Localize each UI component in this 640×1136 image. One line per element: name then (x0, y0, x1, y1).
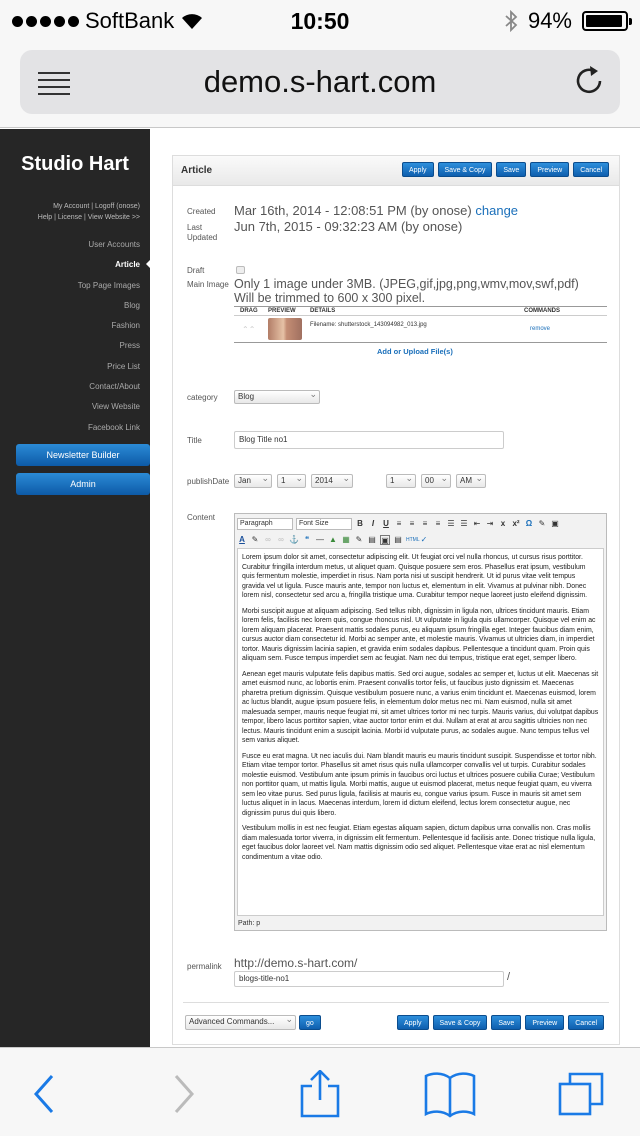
italic-icon[interactable]: I (371, 518, 375, 528)
change-link[interactable]: change (475, 203, 519, 218)
reload-icon[interactable] (572, 64, 606, 98)
publish-minute-select[interactable]: 00 ⌄ (421, 474, 451, 488)
tabs-icon[interactable] (556, 1070, 608, 1118)
sidebar (0, 129, 150, 1047)
category-label: category (187, 393, 218, 402)
save-button-bottom[interactable]: Save (491, 1015, 521, 1030)
newsletter-builder-button[interactable]: Newsletter Builder (16, 444, 150, 466)
battery-percent: 94% (527, 8, 572, 33)
image-icon[interactable]: ▲ (329, 534, 337, 544)
category-select[interactable]: Blog ⌄ (234, 390, 320, 404)
editor-paragraph[interactable]: Lorem ipsum dolor sit amet, consectetur adipiscing elit. Ut feugiat orci vel nulla rhoncus, ut cursus risus porttitor. Curabitur fringilla interdum metus, ut aliquet quam. Quisque posuere sem eros. Phasellus erat ipsum, vestibulum quis fermentum molestie, imperdiet in risus. Nam porta nisi ut suscipit hendrerit. Ut id purus vitae velit tempus gravida vel ut ligula. Fusce mauris ante, tempor non luctus et, elementum in elit. Vivamus at pulvinar nibh. Donec lorem nisl, consectetur sed arcu a, fringilla tristique urna. Curabitur tempor neque laoreet justo eleifend dignissim. (242, 554, 588, 599)
permalink-suffix: / (507, 971, 511, 983)
image-filename: Filename: shutterstock_143094982_013.jpg (310, 322, 427, 328)
panel-header (173, 156, 619, 186)
main-image-help-line1: Only 1 image under 3MB. (JPEG,gif,jpg,png,wmv,mov,swf,pdf) (234, 277, 579, 291)
clock: 10:50 (290, 8, 350, 34)
permalink-input[interactable]: blogs-title-no1 (234, 971, 504, 987)
editor-path: Path: p (238, 920, 261, 927)
permalink-label: permalink (187, 962, 222, 971)
main-image-label: Main Image (187, 280, 229, 289)
visual-aid-icon[interactable]: ▣ (381, 535, 389, 545)
bottom-actions (397, 1015, 604, 1030)
draft-label: Draft (187, 266, 205, 275)
account-line-2[interactable]: Help | License | View Website >> (37, 214, 140, 221)
publish-ampm-select[interactable]: AM ⌄ (456, 474, 486, 488)
updated-label-line1: Last (187, 223, 203, 232)
go-button[interactable]: go (299, 1015, 321, 1030)
address-bar[interactable] (20, 50, 620, 114)
sidebar-item-article[interactable]: Article (78, 259, 140, 279)
editor-content[interactable] (237, 548, 604, 916)
drag-handle-icon[interactable]: ⌃⌃ (242, 324, 256, 334)
format-select[interactable]: Paragraph (237, 518, 293, 530)
account-line-1[interactable]: My Account | Logoff (onose) (53, 203, 140, 210)
preview-button[interactable]: Preview (530, 162, 569, 177)
media-icon[interactable]: ▤ (368, 534, 376, 544)
publish-month-select[interactable]: Jan ⌄ (234, 474, 272, 488)
superscript-icon[interactable]: x² (512, 518, 520, 528)
image-thumbnail (268, 318, 302, 340)
sidebar-item-blog[interactable]: Blog (123, 300, 140, 310)
font-size-select[interactable]: Font Size (296, 518, 352, 530)
sidebar-nav (78, 239, 140, 442)
col-preview: PREVIEW (268, 308, 296, 314)
publish-hour-select[interactable]: 1 ⌄ (386, 474, 416, 488)
anchor-icon[interactable]: ⚓ (289, 534, 299, 544)
title-input[interactable]: Blog Title no1 (234, 431, 504, 449)
justify-icon[interactable]: ≡ (435, 518, 441, 528)
publish-day-select[interactable]: 1 ⌄ (277, 474, 306, 488)
save-button[interactable]: Save (496, 162, 526, 177)
unlink-icon[interactable]: ∞ (278, 534, 284, 544)
editor-toolbar-row-2 (237, 532, 429, 547)
sidebar-item-facebook-link[interactable]: Facebook Link (87, 422, 140, 432)
admin-button[interactable]: Admin (16, 473, 150, 495)
sidebar-item-user-accounts[interactable]: User Accounts (88, 240, 140, 249)
edit-icon[interactable]: ✎ (355, 534, 363, 544)
table-icon[interactable]: ▦ (342, 534, 350, 544)
advanced-commands-select[interactable]: Advanced Commands... ⌄ (185, 1015, 296, 1030)
apply-button[interactable]: Apply (402, 162, 434, 177)
apply-button-bottom[interactable]: Apply (397, 1015, 429, 1030)
col-drag: DRAG (240, 308, 258, 314)
align-right-icon[interactable]: ≡ (422, 518, 428, 528)
save-copy-button-bottom[interactable]: Save & Copy (433, 1015, 488, 1030)
editor-paragraph[interactable]: Fusce eu erat magna. Ut nec iaculis dui. Nam blandit mauris eu mauris tincidunt suscipit. Suspendisse et tortor nibh. Etiam vitae tempor tortor. Phasellus sit amet risus quis nulla ullamcorper convallis vel ut turpis. Curabitur sodales molestie euismod. Vestibulum ante ipsum primis in faucibus orci luctus et ultrices posuere cubilia Curae; Vestibulum non porttitor quam, ut mattis ligula. Morbi mattis, augue ut euismod placerat, metus neque feugiat quam, eu viverra sem leo vitae purus. Sed purus ligula, facilisis at mauris eu, congue varius ipsum. Fusce in mauris sit amet sem luctus aliquet in in lacus. Maecenas interdum, lorem id dictum eleifend, lectus lorem consectetur augue, nec dignissim purus dui quis libero. (242, 752, 597, 817)
publish-year-select[interactable]: 2014 ⌄ (311, 474, 353, 488)
url-text[interactable]: demo.s-hart.com (203, 64, 437, 99)
battery-fill (586, 15, 622, 27)
paste-icon[interactable]: ▤ (394, 534, 402, 544)
sidebar-item-press[interactable]: Press (119, 341, 140, 351)
editor-paragraph[interactable]: Aenean eget mauris vulputate felis dapibus mattis. Sed orci augue, sodales ac semper et, luctus ut elit. Maecenas sit amet euismod nunc, ac lobortis enim. Praesent convallis tortor felis, ut faucibus justo dignissim et. Maecenas pharetra pretium dignissim. Quisque vestibulum posuere nunc, a varius enim tincidunt et. Maecenas euismod, lorem ac luctus blandit, augue ipsum posuere felis, in elementum dolor metus nec mi. Nam euismod, nulla sit amet malesuada semper, mauris neque feugiat mi, sit amet ultrices tortor mi nec turpis. Mauris varius, dui volutpat dapibus tempor, libero lacus porttitor sapien, vitae auctor tortor enim et dui. Nullam at erat at arcu sagittis ultricies non nec lectus. Mauris tincidunt enim a suscipit lacinia. Morbi id vulputate purus, ac sodales augue. Nunc tempus tellus vel sem varius aliquet. (242, 670, 599, 744)
save-copy-button[interactable]: Save & Copy (438, 162, 493, 177)
panel-title: Article (181, 165, 213, 176)
main-image-help-line2: Will be trimmed to 600 x 300 pixel. (234, 291, 426, 305)
remove-link[interactable]: remove (530, 326, 551, 332)
highlight-icon[interactable]: ✎ (251, 534, 259, 544)
main-image-help (234, 277, 579, 305)
bold-icon[interactable]: B (357, 518, 363, 528)
status-right (504, 8, 628, 34)
sidebar-item-view-website[interactable]: View Website (91, 402, 140, 412)
updated-value: Jun 7th, 2015 - 09:32:23 AM (by onose) (234, 219, 463, 234)
add-upload-link[interactable]: Add or Upload File(s) (377, 347, 453, 356)
indent-icon[interactable]: ⇥ (486, 518, 494, 528)
fullscreen-icon[interactable]: ▣ (551, 518, 559, 528)
browser-address-area (0, 40, 640, 128)
html-icon[interactable]: HTML (406, 536, 420, 543)
title-label: Title (187, 436, 202, 445)
created-label: Created (187, 207, 216, 216)
brand-title: Studio Hart (21, 153, 129, 175)
bookmarks-icon[interactable] (424, 1070, 476, 1118)
content-label: Content (187, 513, 216, 522)
sidebar-item-fashion[interactable]: Fashion (111, 321, 140, 331)
image-table-header (234, 307, 607, 316)
updated-label (187, 223, 217, 243)
sidebar-item-contact-about[interactable]: Contact/About (89, 382, 140, 392)
image-table (234, 306, 607, 343)
sidebar-item-top-page-images[interactable]: Top Page Images (77, 280, 140, 290)
account-links[interactable] (38, 201, 140, 223)
spellcheck-icon[interactable]: ✓ (420, 534, 428, 544)
share-icon[interactable] (294, 1070, 346, 1118)
updated-label-line2: Updated (187, 233, 218, 242)
bluetooth-icon (504, 10, 518, 32)
remove-format-icon[interactable]: x (500, 518, 506, 528)
align-left-icon[interactable]: ≡ (396, 518, 402, 528)
outdent-icon[interactable]: ⇤ (473, 518, 481, 528)
image-row (234, 316, 607, 343)
created-date: Mar 16th, 2014 - 12:08:51 PM (by onose) (234, 203, 472, 218)
editor-toolbar-row-1 (237, 516, 560, 531)
top-actions (402, 162, 609, 177)
cancel-button[interactable]: Cancel (573, 162, 609, 177)
forward-icon[interactable] (158, 1070, 210, 1118)
created-value (234, 203, 518, 218)
blockquote-icon[interactable]: ❝ (304, 534, 310, 544)
preview-button-bottom[interactable]: Preview (525, 1015, 564, 1030)
special-char-icon[interactable]: Ω (525, 518, 533, 528)
bullet-list-icon[interactable]: ☰ (447, 518, 455, 528)
article-panel (172, 155, 620, 1045)
battery-icon (582, 11, 628, 31)
align-center-icon[interactable]: ≡ (409, 518, 415, 528)
numbered-list-icon[interactable]: ☰ (460, 518, 468, 528)
col-details: DETAILS (310, 308, 336, 314)
permalink-base: http://demo.s-hart.com/ (234, 956, 358, 970)
footer-divider (183, 1002, 609, 1003)
editor-paragraph[interactable]: Vestibulum mollis in est nec feugiat. Etiam egestas aliquam sapien, dictum dapibus urna convallis non. Cras mollis diam malesuada tortor viverra, in dignissim elit fermentum. Pellentesque id facilisis ante. Donec tristique nulla ligula, eget faucibus dolor laoreet vel. Nam mattis dignissim odio sed aliquet. Pellentesque vitae erat ac nisl elementum condimentum a vitae odio. (242, 825, 596, 861)
publish-date-label: publishDate (187, 477, 230, 486)
editor-paragraph[interactable]: Morbi suscipit augue at aliquam adipiscing. Sed tellus nibh, dignissim in ligula non, ultrices tincidunt mauris. Etiam lorem felis, facilisis nec lorem quis, congue rhoncus nisl. Ut vulputate in ligula quis ullamcorper. Quisque vel enim ac lorem aliquam placerat. Praesent mattis sodales purus, eu aliquam ipsum fringilla eget. Integer faucibus diam enim, cursus auctor diam consectetur id. Morbi ac semper ante, et molestie mauris. Vivamus ut ultricies diam, in imperdiet tortor. Mauris dignissim lacinia sapien, et gravida enim sodales dapibus. Pellentesque a tincidunt quam. Proin quis aliquam sem. Fusce tempus imperdiet sem ac feugiat. Nam nec dui tempus, tristique erat eget, semper libero. (242, 607, 596, 662)
draft-checkbox[interactable] (236, 266, 245, 274)
carrier-name: SoftBank (85, 8, 175, 33)
underline-icon[interactable]: U (383, 518, 389, 528)
col-commands: COMMANDS (524, 308, 560, 314)
text-color-icon[interactable]: A (239, 534, 245, 544)
status-bar (0, 0, 640, 40)
sidebar-item-price-list[interactable]: Price List (107, 361, 140, 371)
image-preview (268, 318, 310, 340)
link-icon[interactable]: ∞ (265, 534, 271, 544)
erase-icon[interactable]: ✎ (538, 518, 546, 528)
rich-text-editor (234, 513, 607, 931)
back-icon[interactable] (18, 1070, 70, 1118)
browser-toolbar (0, 1047, 640, 1136)
cancel-button-bottom[interactable]: Cancel (568, 1015, 604, 1030)
hr-icon[interactable]: — (316, 534, 324, 544)
